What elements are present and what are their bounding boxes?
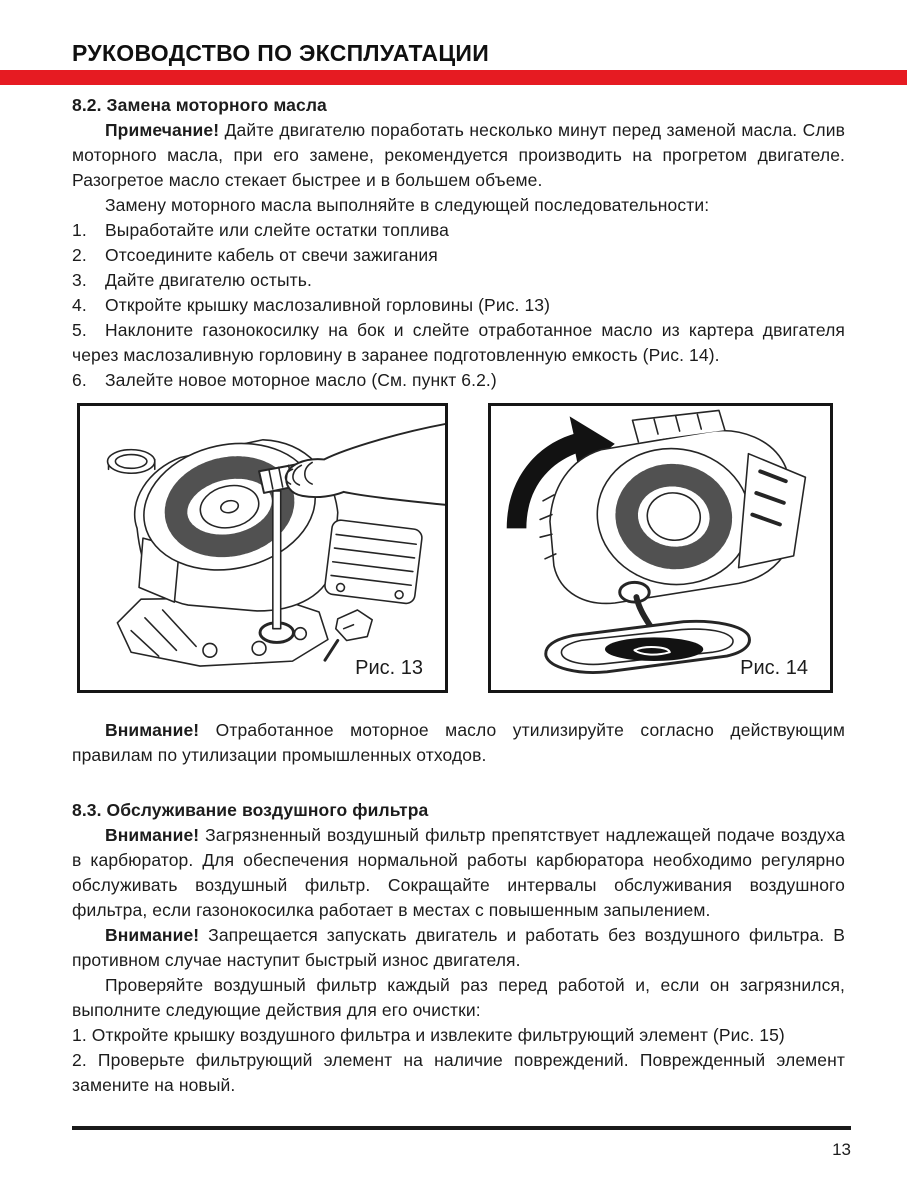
- note-text: Дайте двигателю поработать несколько минут перед заменой масла. Слив моторного масла, при его замене, рекомендуется производить на прогретом двигателе. Разогретое масло стекает быстрее и в большем объеме.: [72, 120, 845, 190]
- filter-warning-1: [72, 823, 845, 923]
- step-text: Наклоните газонокосилку на бок и слейте отработанное масло из картера двигателя через маслозаливную горловину в заранее подготовленную емкость (Рис. 14).: [72, 320, 845, 365]
- step-number: 2.: [72, 245, 87, 265]
- section-heading-oil-change: 8.2. Замена моторного масла: [72, 95, 327, 115]
- oil-step-3: [72, 268, 845, 293]
- note-paragraph: [72, 118, 845, 193]
- oil-warning-paragraph: [72, 718, 845, 768]
- filter-warning-2: [72, 923, 845, 973]
- oil-step-1: [72, 218, 845, 243]
- oil-step-2: [72, 243, 845, 268]
- step-text: Дайте двигателю остыть.: [105, 270, 312, 290]
- header-accent-bar: [0, 70, 907, 85]
- step-text: Выработайте или слейте остатки топлива: [105, 220, 449, 240]
- step-number: 1.: [72, 220, 87, 240]
- page-number: 13: [832, 1140, 851, 1159]
- fig14-oil-drain-illustration: [491, 406, 830, 690]
- oil-steps-intro: Замену моторного масла выполняйте в следующей последовательности:: [105, 195, 710, 215]
- figure-13: [77, 403, 448, 693]
- step-number: 5.: [72, 320, 87, 340]
- warning-text: Запрещается запускать двигатель и работать без воздушного фильтра. В противном случае наступит быстрый износ двигателя.: [72, 925, 845, 970]
- warning-label: Внимание!: [105, 720, 200, 740]
- warning-label: Внимание!: [105, 925, 200, 945]
- figure-13-caption: Рис. 13: [351, 657, 423, 680]
- step-text: Залейте новое моторное масло (См. пункт 6.2.): [105, 370, 497, 390]
- note-label: Примечание!: [105, 120, 220, 140]
- filter-step-1: 1. Откройте крышку воздушного фильтра и извлеките фильтрующий элемент (Рис. 15): [72, 1025, 785, 1045]
- warning-label: Внимание!: [105, 825, 200, 845]
- filter-check-paragraph: Проверяйте воздушный фильтр каждый раз перед работой и, если он загрязнился, выполните следующие действия для его очистки:: [72, 975, 845, 1020]
- step-number: 3.: [72, 270, 87, 290]
- page-title: РУКОВОДСТВО ПО ЭКСПЛУАТАЦИИ: [72, 40, 490, 66]
- warning-text: Отработанное моторное масло утилизируйте согласно действующим правилам по утилизации промышленных отходов.: [72, 720, 845, 765]
- step-text: Откройте крышку маслозаливной горловины (Рис. 13): [105, 295, 551, 315]
- warning-text: Загрязненный воздушный фильтр препятствует надлежащей подаче воздуха в карбюратор. Для обеспечения нормальной работы карбюратора необходимо регулярно обслуживать воздушный фильтр. Сокращайте интервалы обслуживания воздушного фильтра, если газонокосилка работает в местах с повышенным запылением.: [72, 825, 845, 920]
- step-text: Отсоедините кабель от свечи зажигания: [105, 245, 438, 265]
- figure-14-caption: Рис. 14: [736, 657, 808, 680]
- footer-rule: [72, 1126, 851, 1130]
- step-number: 4.: [72, 295, 87, 315]
- page-content: [72, 93, 845, 1098]
- section-heading-air-filter: 8.3. Обслуживание воздушного фильтра: [72, 800, 429, 820]
- oil-step-4: [72, 293, 845, 318]
- oil-step-6: [72, 368, 845, 393]
- step-number: 6.: [72, 370, 87, 390]
- filter-step-2: 2. Проверьте фильтрующий элемент на наличие повреждений. Поврежденный элемент замените на новый.: [72, 1050, 845, 1095]
- oil-step-5: [72, 318, 845, 368]
- fig13-dipstick-illustration: [80, 406, 445, 690]
- figure-14: [488, 403, 833, 693]
- figures-row: [77, 403, 845, 693]
